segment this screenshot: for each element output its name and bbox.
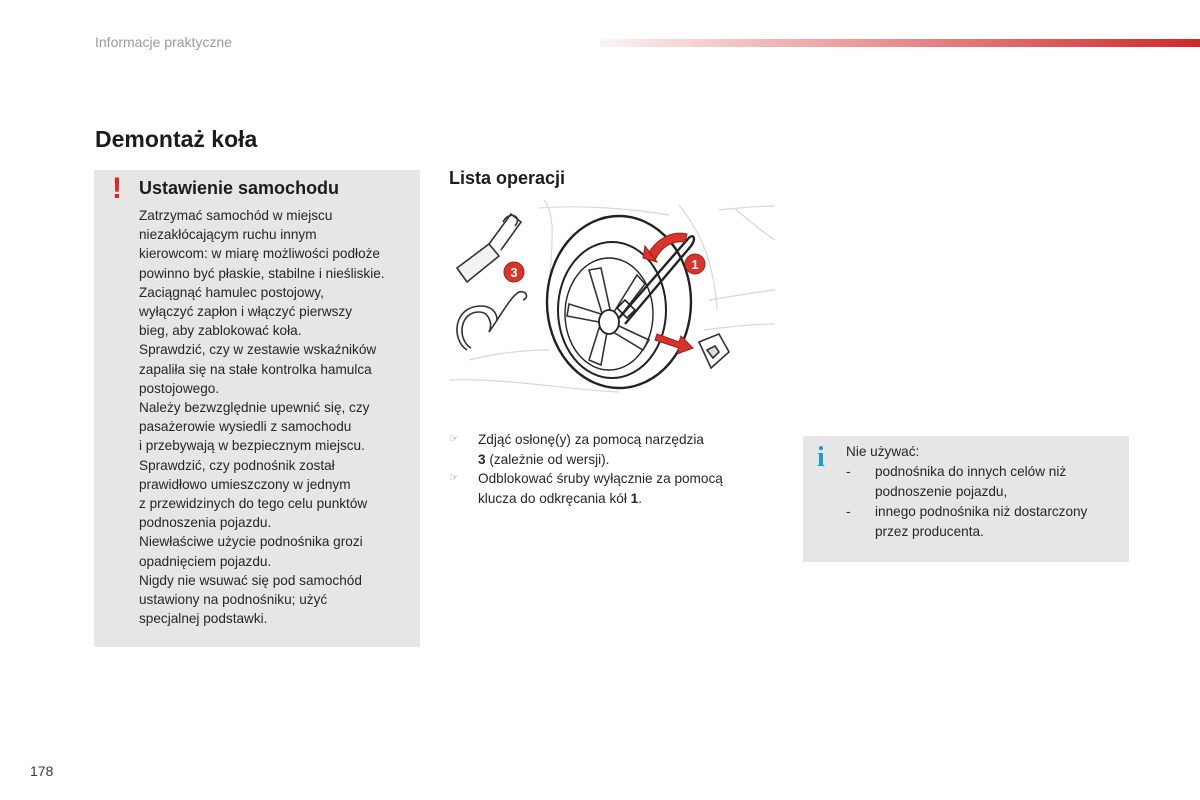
step-2-line-2 — [478, 489, 779, 509]
warning-line: Nigdy nie wsuwać się pod samochód — [139, 572, 362, 588]
step-1 — [449, 430, 779, 469]
step-2-line-2-text: klucza do odkręcania kół — [478, 490, 631, 506]
bolt-cap — [699, 334, 729, 368]
warning-line: bieg, aby zablokować koła. — [139, 323, 302, 339]
warning-line: ustawiony na podnośniku; użyć — [139, 592, 328, 608]
step-1-line-2-text: (zależnie od wersji). — [485, 451, 610, 467]
step-2-line-1: Odblokować śruby wyłącznie za pomocą — [478, 471, 723, 486]
section-label: Informacje praktyczne — [95, 34, 232, 50]
operations-title: Lista operacji — [449, 168, 566, 188]
callout-1-label: 1 — [691, 257, 699, 272]
callout-3 — [504, 262, 524, 282]
info-item — [846, 462, 1087, 502]
step-1-line-1: Zdjąć osłonę(y) za pomocą narzędzia — [478, 432, 704, 447]
spring-tool — [457, 292, 527, 350]
info-item-2-line-1: innego podnośnika niż dostarczony — [875, 504, 1088, 519]
info-intro: Nie używać: — [846, 444, 920, 459]
warning-line: Należy bezwzględnie upewnić się, czy — [139, 400, 370, 416]
step-2-ref: 1 — [630, 490, 639, 506]
step-2 — [449, 469, 779, 508]
warning-line: pasażerowie wysiedli z samochodu — [139, 419, 352, 435]
warning-line: i przebywają w bezpiecznym miejscu. — [139, 438, 365, 454]
step-2-line-2-end: . — [638, 490, 642, 506]
hub-cap — [599, 310, 619, 334]
info-item-2-line-2: przez producenta. — [875, 524, 984, 539]
info-icon: i — [817, 442, 825, 473]
warning-line: z przewidzinych do tego celu punktów — [139, 496, 368, 512]
pointing-hand-icon: ☞ — [449, 433, 459, 445]
warning-line: powinno być płaskie, stabilne i nieśliskie. — [139, 265, 385, 281]
warning-line: Zaciągnąć hamulec postojowy, — [139, 284, 324, 300]
warning-line: Zatrzymać samochód w miejscu — [139, 208, 333, 223]
warning-line: zapaliła się na stałe kontrolka hamulca — [139, 361, 372, 377]
warning-box — [94, 170, 420, 647]
page-number: 178 — [30, 763, 54, 779]
callout-3-label: 3 — [510, 265, 518, 280]
dash-marker: - — [846, 504, 851, 519]
warning-line: opadnięciem pojazdu. — [139, 553, 272, 569]
wheel-removal-illustration — [449, 200, 775, 400]
warning-line: postojowego. — [139, 380, 220, 396]
warning-line: wyłączyć zapłon i włączyć pierwszy — [139, 304, 353, 320]
warning-line: prawidłowo umieszczony w jednym — [139, 476, 351, 492]
step-1-line-2 — [478, 450, 779, 470]
page-title: Demontaż koła — [95, 126, 258, 152]
warning-line: Sprawdzić, czy podnośnik został — [139, 457, 335, 473]
dash-marker: - — [846, 464, 851, 479]
header-accent-bar — [600, 39, 1200, 47]
warning-line: Niewłaściwe użycie podnośnika grozi — [139, 534, 363, 550]
pointing-hand-icon: ☞ — [449, 472, 459, 484]
info-body — [846, 442, 1087, 542]
exclamation-icon: ! — [112, 172, 122, 205]
step-1-ref: 3 — [478, 451, 486, 467]
warning-line: specjalnej podstawki. — [139, 611, 268, 627]
info-box — [803, 436, 1129, 562]
warning-line: Sprawdzić, czy w zestawie wskaźników — [139, 342, 377, 358]
warning-line: kierowcom: w miarę możliwości podłoże — [139, 246, 380, 262]
warning-line: niezakłócającym ruchu innym — [139, 227, 317, 243]
info-item-1-line-1: podnośnika do innych celów niż — [875, 464, 1067, 479]
warning-title: Ustawienie samochodu — [139, 178, 340, 198]
info-item — [846, 502, 1087, 542]
warning-body — [139, 206, 419, 628]
info-item-1-line-2: podnoszenie pojazdu, — [875, 484, 1008, 499]
operation-steps — [449, 430, 779, 508]
warning-line: podnoszenia pojazdu. — [139, 515, 272, 531]
callout-1 — [685, 254, 705, 274]
